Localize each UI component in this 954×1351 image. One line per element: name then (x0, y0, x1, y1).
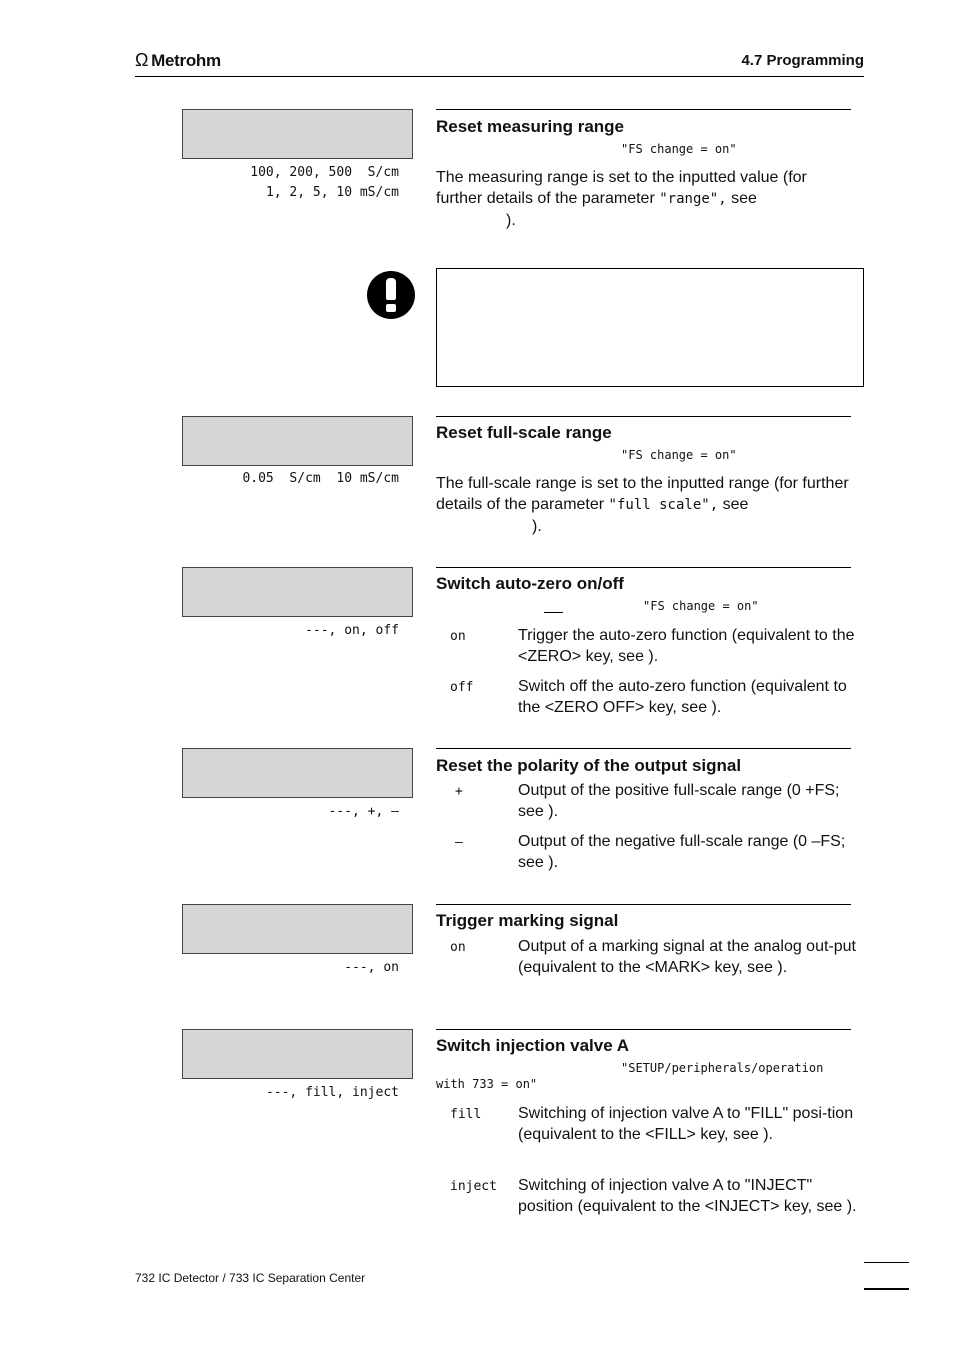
lcd-display-box (182, 1029, 413, 1079)
warning-box (436, 268, 864, 387)
logo-text: Metrohm (151, 50, 221, 70)
lcd-display-box (182, 416, 413, 466)
page-number-rule (864, 1262, 909, 1263)
underline-mark (544, 612, 563, 613)
option-key: fill (450, 1107, 482, 1122)
option-key: inject (450, 1179, 497, 1194)
block-title: Reset measuring range (436, 117, 625, 136)
value-range: ---, fill, inject (265, 1085, 399, 1100)
exclamation-icon (367, 271, 415, 319)
block-description: The measuring range is set to the inputted value (for further details of the parameter "range", see ). (436, 169, 807, 229)
value-range: ---, on (344, 960, 399, 975)
option-description: Switching of injection valve A to "FILL" posi-tion (equivalent to the <FILL> key, see ). (518, 1105, 854, 1143)
lcd-display-box (182, 748, 413, 798)
block-title: Switch injection valve A (436, 1036, 630, 1055)
value-range: ---, +, – (328, 804, 399, 819)
option-description: Switch off the auto-zero function (equivalent to the <ZERO OFF> key, see ). (518, 678, 847, 716)
block-rule (436, 567, 851, 568)
option-description: Output of the negative full-scale range (0 –FS; see ). (518, 833, 846, 871)
condition-note-continued: with 733 = on" (436, 1077, 538, 1091)
option-key: – (455, 835, 463, 850)
footer-text: 732 IC Detector / 733 IC Separation Center (135, 1271, 366, 1285)
block-rule (436, 904, 851, 905)
section-title: 4.7 Programming (741, 52, 864, 69)
block-title: Reset full-scale range (436, 423, 612, 442)
block-rule (436, 748, 851, 749)
option-description: Output of a marking signal at the analog out-put (equivalent to the <MARK> key, see ). (518, 938, 856, 976)
block-rule (436, 1029, 851, 1030)
omega-icon: Ω (135, 50, 149, 70)
block-rule (436, 109, 851, 110)
option-key: + (455, 784, 463, 799)
block-description: The full-scale range is set to the inputted range (for further details of the parameter "full scale", see ). (436, 475, 849, 535)
lcd-display-box (182, 109, 413, 159)
metrohm-logo (135, 50, 221, 71)
block-rule (436, 416, 851, 417)
condition-note: "FS change = on" (621, 448, 737, 462)
condition-note: "SETUP/peripherals/operation (621, 1061, 824, 1075)
header-rule (135, 76, 864, 77)
value-range: 100, 200, 500 S/cm 1, 2, 5, 10 mS/cm (250, 165, 399, 200)
block-title: Trigger marking signal (436, 911, 619, 930)
option-description: Output of the positive full-scale range (0 +FS; see ). (518, 782, 840, 820)
page-number-rule (864, 1288, 909, 1290)
option-description: Switching of injection valve A to "INJECT" position (equivalent to the <INJECT> key, see ). (518, 1177, 857, 1215)
condition-note: "FS change = on" (621, 142, 737, 156)
lcd-display-box (182, 567, 413, 617)
lcd-display-box (182, 904, 413, 954)
option-key: on (450, 629, 466, 644)
value-range: ---, on, off (305, 623, 399, 638)
option-description: Trigger the auto-zero function (equivalent to the <ZERO> key, see ). (518, 627, 855, 665)
value-range: 0.05 S/cm 10 mS/cm (242, 471, 399, 486)
block-title: Reset the polarity of the output signal (436, 756, 742, 775)
option-key: off (450, 680, 474, 695)
option-key: on (450, 940, 466, 955)
block-title: Switch auto-zero on/off (436, 574, 624, 593)
condition-note: "FS change = on" (643, 599, 759, 613)
